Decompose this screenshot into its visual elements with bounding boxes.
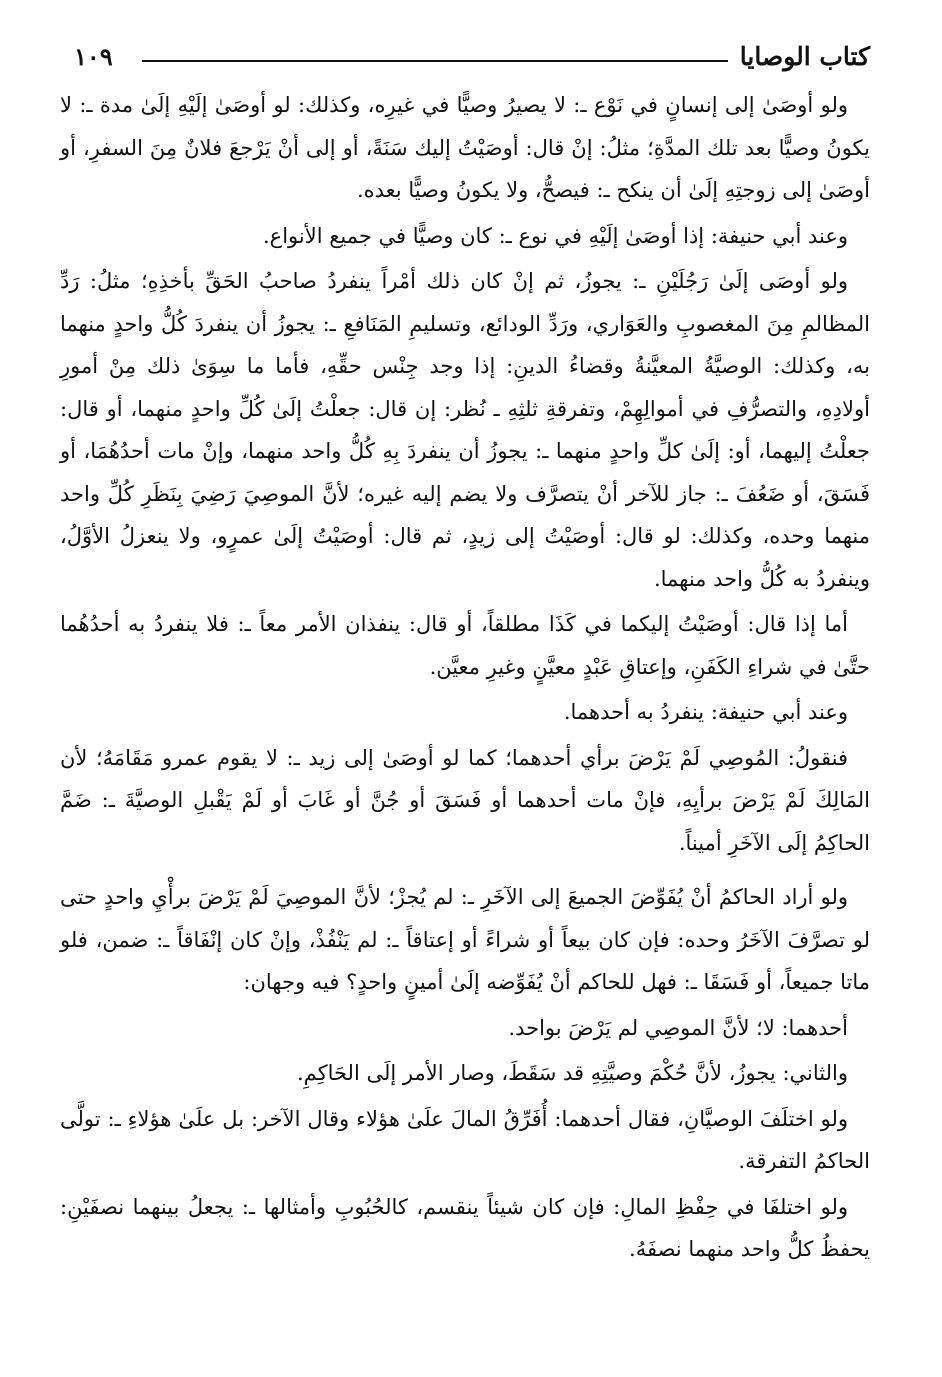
- header-rule: [142, 60, 728, 62]
- book-page: [60, 38, 870, 1274]
- paragraph-4: أما إذا قال: أوصَيْتُ إليكما في كَذَا مطلقاً، أو قال: ينفذان الأمر معاً ـ: فلا ينفردُ به أحدُهُما حتَّىٰ في شراءِ الكَفَنِ، وإعتاقِ عَبْدٍ معيَّنٍ وغيرِ معيَّن.: [60, 612, 870, 679]
- paragraph-2: وعند أبي حنيفة: إذا أوصَىٰ إلَيْهِ في نوع ـ: كان وصيًّا في جميع الأنواع.: [262, 223, 848, 248]
- paragraph-10: ولو اختلَفَ الوصيَّانِ، فقال أحدهما: أُفَرِّقُ المالَ علَىٰ هؤلاء وقال الآخر: بل علَىٰ هؤلاءِ ـ: تولَّى الحاكمُ التفرقة.: [60, 1106, 870, 1173]
- paragraph-8: أحدهما: لا؛ لأنَّ الموصِي لم يَرْضَ بواحد.: [508, 1015, 848, 1040]
- paragraph-9: والثاني: يجوزُ، لأنَّ حُكْمَ وصيَّتِهِ قد سَقَطَ، وصار الأمر إلَى الحَاكِمِ.: [296, 1061, 848, 1085]
- paragraph-5: وعند أبي حنيفة: ينفردُ به أحدهما.: [563, 700, 848, 724]
- paragraph-3: ولو أوصَى إلَىٰ رَجُلَيْنِ ـ: يجوزُ، ثم إنْ كان ذلك أمْراً ينفردُ صاحبُ الحَقِّ بأخذِهِ؛ مثلُ: رَدِّ المظالمِ مِنَ المغصوبِ والعَوَاري، ورَدِّ الودائع، وتسليمِ المَنَافعِ ـ: يجوزُ أن ينفردَ كُلُّ واحدٍ منهما به، وكذلك: الوصيَّةُ المعيَّنةُ وقضاءُ الدينِ: إذا وجد جِنْس حقِّهِ، فأما ما سِوَىٰ ذلك مِنْ أمورِ أولادِهِ، والتصرُّفِ في أموالِهِمْ، وتفرقةِ ثلثِهِ ـ نُظر: إن قال: جعلْتُ إلَىٰ كُلِّ واحدٍ منهما، أو قال: جعلْتُ إليهما، أو: إلَىٰ كلِّ واحدٍ منهما ـ: يجوزُ أن ينفردَ بِهِ كُلُّ واحد منهما، وإنْ مات أحدُهُمَا، أو فَسَقَ، أو ضَعُفَ ـ: جاز للآخر أنْ يتصرَّف ولا يضم إليه غيره؛ لأنَّ الموصِيَ رَضِيَ بِنَظَرِ كُلِّ واحد منهما وحده، وكذلك: لو قال: أوصَيْتُ إلى زيدٍ، ثم قال: أوصَيْتُ إلَىٰ عمرٍو، ولا ينعزلُ الأوَّلُ، وينفردُ به كُلُّ واحد منهما.: [60, 269, 870, 591]
- running-title: كتاب الوصايا: [739, 42, 870, 71]
- body-text: [60, 84, 870, 1271]
- paragraph-1: ولو أوصَىٰ إلى إنسانٍ في نَوْع ـ: لا يصيرُ وصيًّا في غيرِه، وكذلك: لو أوصَىٰ إلَيْهِ إلَىٰ مدة ـ: لا يكونُ وصيًّا بعد تلك المدَّةِ؛ مثلُ: إنْ قال: أوصَيْتُ إليك سَنَةً، أو إلى أنْ يَرْجعَ فلانٌ مِنَ السفرِ، أو أوصَىٰ إلى زوجتِهِ إلَىٰ أن ينكح ـ: فيصحُّ، ولا يكونُ وصيًّا بعده.: [60, 93, 870, 202]
- paragraph-7: ولو أراد الحاكمُ أنْ يُفَوِّضَ الجميعَ إلى الآخَرِ ـ: لم يُجزْ؛ لأنَّ الموصِيَ لَمْ يَرْضَ برأْيِ واحدٍ حتى لو تصرَّفَ الآخَرُ وحده: فإن كان بيعاً أو شراءً أو إعتاقاً ـ: لم يَنْفُذْ، وإنْ كان إنْفَاقاً ـ: ضمن، فلو ماتا جميعاً، أو فَسَقَا ـ: فهل للحاكم أنْ يُفَوِّضه إلَىٰ أمينٍ واحدٍ؟ فيه وجهان:: [60, 885, 870, 994]
- paragraph-11: ولو اختلفَا في حِفْظِ المالِ: فإن كان شيئاً ينقسم، كالحُبُوبِ وأمثالها ـ: يجعلُ بينهما نصفَيْنِ: يحفظُ كلُّ واحد منهما نصفَهُ.: [60, 1194, 870, 1261]
- paragraph-6: فنقولُ: المُوصِي لَمْ يَرْضَ برأي أحدهما؛ كما لو أوصَىٰ إلى زيد ـ: لا يقوم عمرو مَقَامَهُ؛ لأن المَالِكَ لَمْ يَرْضَ برأيِهِ، فإنْ مات أحدهما أو فَسَقَ أو جُنَّ أو غَابَ أو لَمْ يَقْبلِ الوصيَّةَ ـ: ضَمَّ الحاكِمُ إلَى الآخَرِ أميناً.: [60, 745, 870, 855]
- page-header: [60, 38, 870, 84]
- page-number: ١٠٩: [74, 42, 113, 71]
